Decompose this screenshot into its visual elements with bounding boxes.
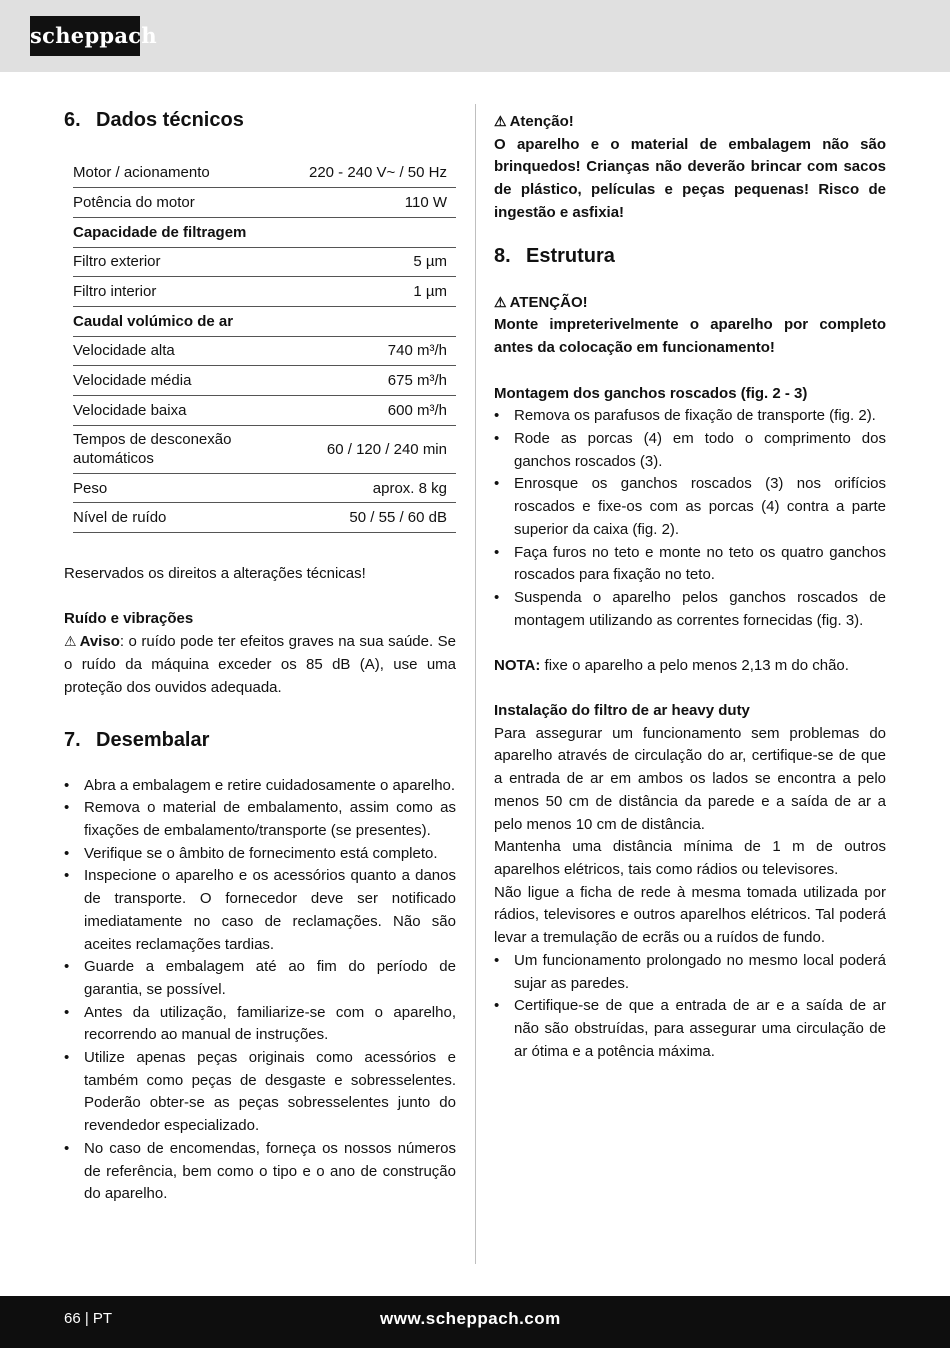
spec-label: Velocidade alta [73, 336, 263, 366]
spec-value: 675 m³/h [263, 366, 456, 396]
filter-paragraph: Não ligue a ficha de rede à mesma tomada utilizada por rádios, televisores e outros aparelhos elétricos. Tal poderá levar a tremulação de ecrãs ou a ruídos de fundo. [494, 883, 886, 947]
website-url: www.scheppach.com [380, 1309, 561, 1328]
attention-text: O aparelho e o material de embalagem não são brinquedos! Crianças não deverão brincar com sacos de plástico, películas e peças pequenas! Risco de ingestão e asfixia! [494, 135, 886, 221]
right-column [494, 110, 886, 1063]
brand-logo: scheppach [30, 16, 140, 56]
list-item: • Utilize apenas peças originais como acessórios e também como peças de desgaste e sobresselentes. Poderão obter-se as peças sobresselentes junto do revendedor especializado. [64, 1047, 456, 1138]
list-item: • Verifique se o âmbito de fornecimento está completo. [64, 843, 456, 866]
unpack-list [64, 775, 456, 1206]
section-title: Estrutura [526, 245, 615, 268]
attention2-title [494, 291, 886, 315]
noise-warning [64, 630, 456, 699]
spec-value: 740 m³/h [263, 336, 456, 366]
spec-group-label: Capacidade de filtragem [73, 217, 263, 247]
header-bar [0, 0, 950, 72]
list-item: • Rode as porcas (4) em todo o comprimento dos ganchos roscados (3). [494, 428, 886, 473]
section-heading-8 [494, 241, 886, 273]
list-item: • Suspenda o aparelho pelos ganchos roscados de montagem utilizando as correntes fornecidas (fig. 3). [494, 587, 886, 632]
spec-value: 110 W [263, 188, 456, 218]
table-row [73, 336, 456, 366]
table-row [73, 158, 456, 188]
list-item: • Faça furos no teto e monte no teto os quatro ganchos roscados para fixação no teto. [494, 542, 886, 587]
warning-text: : o ruído pode ter efeitos graves na sua saúde. Se o ruído da máquina exceder os 85 dB (A), use uma proteção dos ouvidos adequada. [64, 633, 456, 696]
spec-group-label: Caudal volúmico de ar [73, 306, 263, 336]
spec-value: 5 µm [263, 247, 456, 277]
table-row [73, 188, 456, 218]
spec-value: 50 / 55 / 60 dB [263, 503, 456, 533]
spec-value: 1 µm [263, 277, 456, 307]
section-heading-6 [64, 104, 456, 136]
table-row [73, 473, 456, 503]
table-row [73, 425, 456, 473]
hooks-heading: Montagem dos ganchos roscados (fig. 2 - 3) [494, 384, 808, 402]
page-number: 66 | PT [64, 1310, 113, 1327]
section-title: Desembalar [96, 729, 210, 752]
spec-label: Motor / acionamento [73, 158, 263, 188]
attention-label: ATENÇÃO! [509, 293, 588, 311]
hooks-list [494, 405, 886, 632]
table-row [73, 217, 456, 247]
section-number: 7. [64, 729, 81, 752]
warning-icon: ⚠ [494, 293, 507, 310]
list-item: • Remova os parafusos de fixação de transporte (fig. 2). [494, 405, 886, 428]
filter-heading: Instalação do filtro de ar heavy duty [494, 702, 750, 720]
filter-list [494, 950, 886, 1064]
reserved-note: Reservados os direitos a alterações técnicas! [64, 565, 366, 583]
spec-value: 60 / 120 / 240 min [263, 425, 456, 473]
spec-label: Potência do motor [73, 188, 263, 218]
spec-label: Nível de ruído [73, 503, 263, 533]
spec-value: aprox. 8 kg [263, 473, 456, 503]
column-divider [475, 104, 476, 1264]
spec-label: Velocidade média [73, 366, 263, 396]
filter-paragraph: Mantenha uma distância mínima de 1 m de outros aparelhos elétricos, tais como rádios ou televisores. [494, 838, 886, 878]
table-row [73, 306, 456, 336]
section-number: 8. [494, 245, 511, 268]
attention-label: Atenção! [509, 113, 574, 130]
attention2-text: Monte impreterivelmente o aparelho por completo antes da colocação em funcionamento! [494, 316, 886, 356]
note-text: fixe o aparelho a pelo menos 2,13 m do chão. [540, 657, 849, 675]
spec-value [263, 306, 456, 336]
list-item: • Abra a embalagem e retire cuidadosamente o aparelho. [64, 775, 456, 798]
attention-title [494, 110, 886, 134]
list-item: • Enrosque os ganchos roscados (3) nos orifícios roscados e fixe-os com as porcas (4) contra a parte superior da caixa (fig. 2). [494, 473, 886, 541]
list-item: • Um funcionamento prolongado no mesmo local poderá sujar as paredes. [494, 950, 886, 995]
section-title: Dados técnicos [96, 108, 244, 131]
filter-paragraph: Para assegurar um funcionamento sem problemas do aparelho através de circulação do ar, certifique-se de que a entrada de ar em ambos os lados se encontra a pelo menos 50 cm de distância da parede e a saída de ar a pelo menos 10 cm de distância. [494, 724, 886, 833]
spec-label: Filtro exterior [73, 247, 263, 277]
list-item: • Certifique-se de que a entrada de ar e a saída de ar não são obstruídas, para assegurar uma circulação de ar ótima e a potência máxima. [494, 995, 886, 1063]
list-item: • Inspecione o aparelho e os acessórios quanto a danos de transporte. O fornecedor deve ser notificado imediatamente no caso de reclamações. Não são aceites reclamações tardias. [64, 865, 456, 956]
spec-value [263, 217, 456, 247]
footer-bar [0, 1296, 950, 1348]
table-row [73, 366, 456, 396]
table-row [73, 277, 456, 307]
spec-label: Velocidade baixa [73, 396, 263, 426]
spec-value: 220 - 240 V~ / 50 Hz [263, 158, 456, 188]
noise-heading: Ruído e vibrações [64, 609, 194, 627]
spec-value: 600 m³/h [263, 396, 456, 426]
warning-icon: ⚠ [494, 113, 507, 129]
tech-spec-table [73, 158, 456, 533]
warning-icon: ⚠ [64, 633, 77, 650]
note [494, 655, 886, 678]
section-number: 6. [64, 108, 81, 131]
table-row [73, 396, 456, 426]
list-item: • Antes da utilização, familiarize-se com o aparelho, recorrendo ao manual de instruções. [64, 1002, 456, 1047]
table-row [73, 503, 456, 533]
table-row [73, 247, 456, 277]
list-item: • Remova o material de embalamento, assim como as fixações de embalamento/transporte (se presentes). [64, 797, 456, 842]
list-item: • Guarde a embalagem até ao fim do período de garantia, se possível. [64, 956, 456, 1001]
note-label: NOTA: [494, 657, 541, 675]
spec-label: Tempos de desconexão automáticos [73, 425, 263, 473]
warning-label: Aviso [79, 633, 120, 651]
left-column [64, 104, 456, 1206]
spec-label: Filtro interior [73, 277, 263, 307]
spec-label: Peso [73, 473, 263, 503]
section-heading-7 [64, 725, 456, 757]
list-item: • No caso de encomendas, forneça os nossos números de referência, bem como o tipo e o ano de construção do aparelho. [64, 1138, 456, 1206]
